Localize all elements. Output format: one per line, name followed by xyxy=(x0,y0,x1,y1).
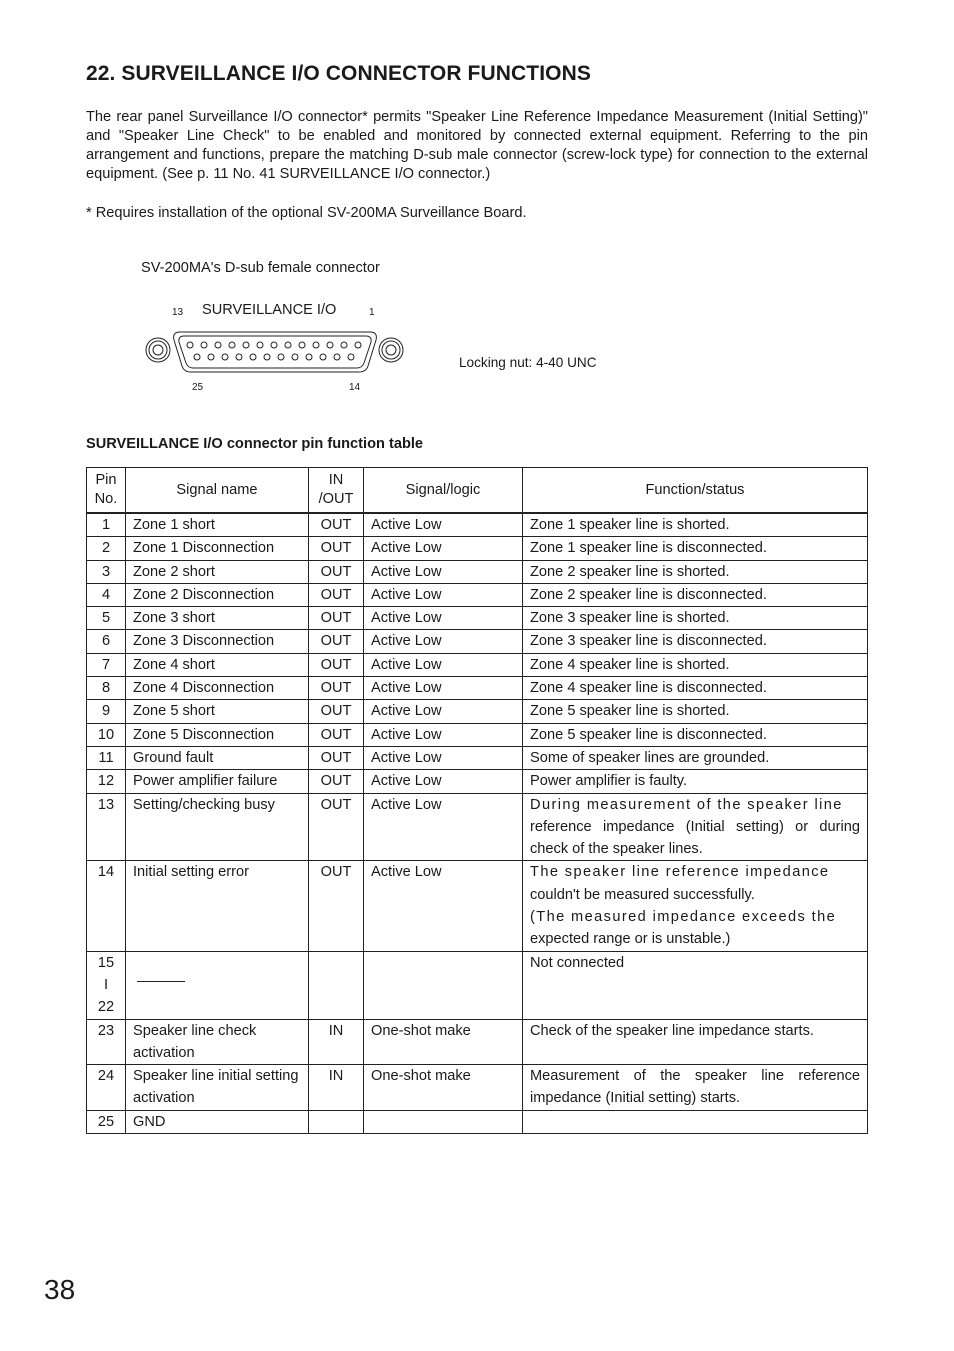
logic-cell: Active Low xyxy=(364,607,523,630)
table-row xyxy=(87,723,868,746)
right-locking-nut xyxy=(379,338,403,362)
function-cell xyxy=(523,1110,868,1133)
table-title: SURVEILLANCE I/O connector pin function table xyxy=(86,436,424,452)
pin-cell: 12 xyxy=(87,770,126,793)
pin-cell: 14 xyxy=(87,861,126,951)
table-row xyxy=(87,607,868,630)
io-cell: OUT xyxy=(309,560,364,583)
function-cell: Zone 2 speaker line is disconnected. xyxy=(523,583,868,606)
signal-name-cell: Zone 1 short xyxy=(126,513,309,537)
pin-cell: 4 xyxy=(87,583,126,606)
header-pin: Pin No. xyxy=(87,468,126,514)
logic-cell: Active Low xyxy=(364,700,523,723)
signal-name-cell xyxy=(126,951,309,1019)
logic-cell xyxy=(364,1110,523,1133)
io-cell: OUT xyxy=(309,583,364,606)
pin-label-14: 14 xyxy=(349,382,361,393)
pin-cell: 6 xyxy=(87,630,126,653)
io-cell: OUT xyxy=(309,513,364,537)
intro-paragraph: The rear panel Surveillance I/O connector* permits "Speaker Line Reference Impedance Measurement (Initial Setting)" and "Speaker Line Check" to be enabled and monitored by connected external equipment. Referring to the pin arrangement and functions, prepare the matching D-sub male connector (screw-lock type) for connection to the external equipment. (See p. 11 No. 41 SURVEILLANCE I/O connector.) xyxy=(86,109,868,182)
pin-cell: 13 xyxy=(87,793,126,861)
table-row xyxy=(87,1019,868,1065)
pin-cell: 5 xyxy=(87,607,126,630)
footnote: * Requires installation of the optional SV-200MA Surveillance Board. xyxy=(86,205,527,221)
pin-label-1: 1 xyxy=(369,307,375,318)
function-cell: Some of speaker lines are grounded. xyxy=(523,746,868,769)
io-cell: OUT xyxy=(309,607,364,630)
io-cell: IN xyxy=(309,1019,364,1065)
io-cell: IN xyxy=(309,1065,364,1111)
connector-caption: SV-200MA's D-sub female connector xyxy=(141,260,380,276)
logic-cell: Active Low xyxy=(364,677,523,700)
not-applicable-dash xyxy=(137,981,185,982)
header-function: Function/status xyxy=(523,468,868,514)
left-locking-nut xyxy=(146,338,170,362)
pin-cell: 7 xyxy=(87,653,126,676)
table-row xyxy=(87,653,868,676)
signal-name-cell: Zone 5 Disconnection xyxy=(126,723,309,746)
pin-cell: 25 xyxy=(87,1110,126,1133)
logic-cell: Active Low xyxy=(364,793,523,861)
signal-name-cell: Zone 2 short xyxy=(126,560,309,583)
io-cell: OUT xyxy=(309,770,364,793)
function-cell: Power amplifier is faulty. xyxy=(523,770,868,793)
function-cell: Zone 5 speaker line is disconnected. xyxy=(523,723,868,746)
logic-cell: Active Low xyxy=(364,653,523,676)
pin-row-bottom xyxy=(194,354,354,360)
io-cell: OUT xyxy=(309,700,364,723)
signal-name-cell: Zone 4 short xyxy=(126,653,309,676)
function-cell: Zone 1 speaker line is disconnected. xyxy=(523,537,868,560)
table-row xyxy=(87,770,868,793)
pin-row-top xyxy=(187,342,361,348)
logic-cell: Active Low xyxy=(364,513,523,537)
logic-cell: One-shot make xyxy=(364,1065,523,1111)
table-row xyxy=(87,861,868,951)
io-cell: OUT xyxy=(309,793,364,861)
table-row xyxy=(87,537,868,560)
logic-cell: Active Low xyxy=(364,630,523,653)
page-number: 38 xyxy=(44,1274,76,1305)
signal-name-cell: Power amplifier failure xyxy=(126,770,309,793)
pin-cell: 2 xyxy=(87,537,126,560)
table-row xyxy=(87,630,868,653)
signal-name-cell: GND xyxy=(126,1110,309,1133)
signal-name-cell: Speaker line check activation xyxy=(126,1019,309,1065)
function-cell: Zone 4 speaker line is disconnected. xyxy=(523,677,868,700)
logic-cell: Active Low xyxy=(364,746,523,769)
signal-name-cell: Zone 2 Disconnection xyxy=(126,583,309,606)
pin-label-25: 25 xyxy=(192,382,204,393)
table-row xyxy=(87,951,868,1019)
header-io: IN /OUT xyxy=(309,468,364,514)
function-cell: Zone 1 speaker line is shorted. xyxy=(523,513,868,537)
panel-label: SURVEILLANCE I/O xyxy=(202,302,337,318)
function-cell: Not connected xyxy=(523,951,868,1019)
signal-name-cell: Ground fault xyxy=(126,746,309,769)
io-cell: OUT xyxy=(309,861,364,951)
function-cell: Measurement of the speaker line reference impedance (Initial setting) starts. xyxy=(523,1065,868,1111)
dsub-connector-diagram xyxy=(140,298,430,398)
signal-name-cell: Zone 5 short xyxy=(126,700,309,723)
io-cell: OUT xyxy=(309,653,364,676)
function-cell: During measurement of the speaker line reference impedance (Initial setting) or during check of the speaker lines. xyxy=(523,793,868,861)
function-cell: Zone 3 speaker line is shorted. xyxy=(523,607,868,630)
table-row xyxy=(87,1065,868,1111)
signal-name-cell: Setting/checking busy xyxy=(126,793,309,861)
logic-cell: Active Low xyxy=(364,861,523,951)
table-row xyxy=(87,513,868,537)
pin-cell: 1 xyxy=(87,513,126,537)
table-row xyxy=(87,583,868,606)
logic-cell: Active Low xyxy=(364,583,523,606)
pin-cell: 9 xyxy=(87,700,126,723)
section-title: 22. SURVEILLANCE I/O CONNECTOR FUNCTIONS xyxy=(86,62,591,85)
table-row xyxy=(87,560,868,583)
function-cell: Zone 4 speaker line is shorted. xyxy=(523,653,868,676)
pin-cell: 23 xyxy=(87,1019,126,1065)
table-row xyxy=(87,793,868,861)
logic-cell: One-shot make xyxy=(364,1019,523,1065)
signal-name-cell: Zone 4 Disconnection xyxy=(126,677,309,700)
logic-cell: Active Low xyxy=(364,560,523,583)
pin-cell: 10 xyxy=(87,723,126,746)
pin-cell: 3 xyxy=(87,560,126,583)
logic-cell: Active Low xyxy=(364,537,523,560)
function-cell: Check of the speaker line impedance starts. xyxy=(523,1019,868,1065)
signal-name-cell: Zone 1 Disconnection xyxy=(126,537,309,560)
signal-name-cell: Speaker line initial setting activation xyxy=(126,1065,309,1111)
logic-cell: Active Low xyxy=(364,770,523,793)
function-cell: Zone 3 speaker line is disconnected. xyxy=(523,630,868,653)
function-cell: Zone 5 speaker line is shorted. xyxy=(523,700,868,723)
connector-shape xyxy=(140,298,430,398)
io-cell xyxy=(309,951,364,1019)
table-row xyxy=(87,1110,868,1133)
table-row xyxy=(87,700,868,723)
io-cell: OUT xyxy=(309,723,364,746)
io-cell: OUT xyxy=(309,746,364,769)
pin-label-13: 13 xyxy=(172,307,184,318)
table-row xyxy=(87,746,868,769)
function-cell: The speaker line reference impedance couldn't be measured successfully. (The measured impedance exceeds the expected range or is unstable.) xyxy=(523,861,868,951)
function-cell: Zone 2 speaker line is shorted. xyxy=(523,560,868,583)
table-row xyxy=(87,677,868,700)
io-cell: OUT xyxy=(309,537,364,560)
pin-range-cell: 15 I 22 xyxy=(87,951,126,1019)
header-signal-name: Signal name xyxy=(126,468,309,514)
pin-cell: 8 xyxy=(87,677,126,700)
logic-cell xyxy=(364,951,523,1019)
pin-cell: 11 xyxy=(87,746,126,769)
table-header-row xyxy=(87,468,868,514)
locking-nut-note: Locking nut: 4-40 UNC xyxy=(459,355,597,370)
pin-function-table xyxy=(86,467,868,1134)
io-cell xyxy=(309,1110,364,1133)
header-signal-logic: Signal/logic xyxy=(364,468,523,514)
logic-cell: Active Low xyxy=(364,723,523,746)
signal-name-cell: Initial setting error xyxy=(126,861,309,951)
signal-name-cell: Zone 3 Disconnection xyxy=(126,630,309,653)
io-cell: OUT xyxy=(309,677,364,700)
pin-cell: 24 xyxy=(87,1065,126,1111)
io-cell: OUT xyxy=(309,630,364,653)
signal-name-cell: Zone 3 short xyxy=(126,607,309,630)
